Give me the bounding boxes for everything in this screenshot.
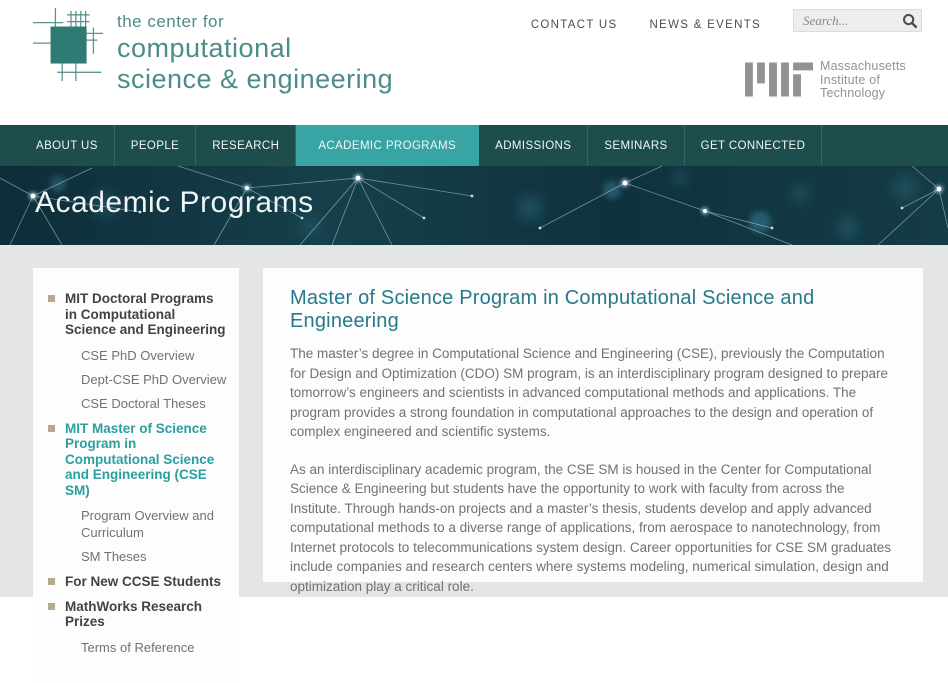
sidebar-subitem-terms-of-reference[interactable]: Terms of Reference [81,639,195,655]
ccse-logo-icon [33,7,109,85]
nav-item-seminars[interactable]: SEMINARS [588,125,684,166]
article-title: Master of Science Program in Computational Science and Engineering [290,287,815,332]
sidebar-subitem-program-overview-curriculum[interactable]: Program Overview and Curriculum [81,508,214,540]
search-icon[interactable] [899,11,921,31]
logo-line-2: computational [117,33,292,63]
logo-line-3: science & engineering [117,64,394,94]
search-box [793,9,922,32]
sidebar-item-label: MIT Doctoral Programs in Computational Science and Engineering [65,291,226,337]
nav-item-get-connected[interactable]: GET CONNECTED [685,125,823,166]
article-paragraph-2: As an interdisciplinary academic program, the CSE SM is housed in the Center for Computational Science & Engineering but students have the opportunity to work with faculty from across the Institute. Through hands-on projects and a master’s thesis, students develop and apply advanced computational methods to a diverse range of applications, from aerospace to nanotechnology, from Internet protocols to telecommunications system design. Career opportunities for CSE SM graduates include companies and research centers where systems modeling, numerical simulation, design and optimization play a critical role. [290,461,892,594]
nav-item-about-us[interactable]: ABOUT US [19,125,115,166]
sidebar-subitem-cse-phd-overview[interactable]: CSE PhD Overview [81,347,195,363]
nav-item-academic-programs[interactable]: ACADEMIC PROGRAMS [296,125,479,166]
main-nav [0,125,948,166]
nav-item-admissions[interactable]: ADMISSIONS [479,125,588,166]
site-logo[interactable] [33,7,393,95]
sidebar-group-new-students [48,574,227,590]
sidebar-item-new-ccse-students[interactable] [48,574,227,590]
search-input[interactable] [794,13,899,29]
mit-logo[interactable] [745,60,906,101]
logo-text [117,12,393,95]
bullet-square-icon [48,425,55,432]
article-paragraph-1: The master’s degree in Computational Science and Engineering (CSE), previously the Computation for Design and Optimization (CDO) SM program, is an interdisciplinary program designed to prepare tomorrow’s engineers and scientists in advanced computational methods and applications. The program provides a strong foundation in computational approaches to the design and operation of complex engineered and scientific systems. [290,346,889,439]
sidebar [33,268,239,683]
sidebar-group-masters [48,421,227,566]
utility-nav [531,9,922,32]
main-content [263,268,923,594]
mit-line-2: Institute of [820,72,881,87]
mit-line-3: Technology [820,86,886,100]
bullet-square-icon [48,603,55,610]
sidebar-item-label: For New CCSE Students [65,574,222,589]
sidebar-subitem-sm-theses[interactable]: SM Theses [81,549,147,564]
site-header [0,0,948,125]
bullet-square-icon [48,578,55,585]
logo-line-1: the center for [117,12,225,31]
mit-line-1: Massachusetts [820,59,906,73]
sidebar-item-mathworks-prizes[interactable] [48,599,227,630]
bullet-square-icon [48,295,55,302]
nav-item-research[interactable]: RESEARCH [196,125,296,166]
sidebar-item-doctoral-programs[interactable] [48,291,227,338]
sidebar-item-label: MathWorks Research Prizes [65,598,203,629]
sidebar-item-label: MIT Master of Science Program in Computational Science and Engineering (CSE SM) [65,420,215,498]
news-events-link[interactable]: NEWS & EVENTS [649,18,761,31]
sidebar-group-mathworks [48,599,227,656]
sidebar-subitem-cse-doctoral-theses[interactable]: CSE Doctoral Theses [81,395,206,411]
sidebar-subitem-dept-cse-phd-overview[interactable]: Dept-CSE PhD Overview [81,371,227,387]
mit-logo-icon [745,60,813,99]
mit-wordmark [820,60,906,101]
sidebar-group-doctoral [48,291,227,412]
hero-banner [0,166,948,245]
sidebar-item-masters-program[interactable] [48,421,227,499]
contact-us-link[interactable]: CONTACT US [530,18,618,31]
page-title: Academic Programs [35,186,314,219]
content-area [0,245,948,655]
nav-item-people[interactable]: PEOPLE [115,125,196,166]
